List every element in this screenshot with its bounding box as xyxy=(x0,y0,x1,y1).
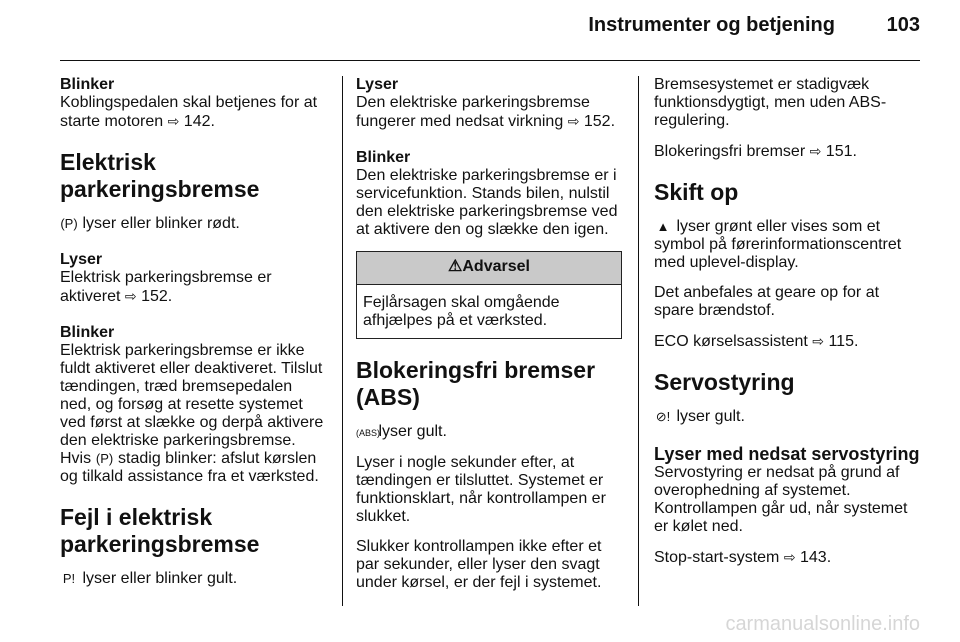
brake-fault-icon: P! xyxy=(62,571,76,586)
blinker-label: Blinker xyxy=(356,149,411,166)
lyser-text: Elektrisk parkeringsbremse er aktiveret ⇨ 152. xyxy=(60,269,272,305)
reduced-servo-text: Servostyring er nedsat på grund af overophedning af systemet. Kontrollampen går ud, når systemet er kølet ned. xyxy=(654,464,908,535)
heading-skift-op: Skift op xyxy=(654,179,739,205)
abs-icon: (ABS) xyxy=(356,428,381,438)
blinker-text: Koblingspedalen skal betjenes for at starte motoren ⇨ 142. xyxy=(60,94,318,130)
servo-intro: ⊘! lyser gult. xyxy=(655,408,745,425)
column-3 xyxy=(654,76,920,567)
arrow-ref-icon: ⇨ xyxy=(124,288,137,304)
reduced-servo-label: Lyser med nedsat servostyring xyxy=(654,444,920,464)
arrow-ref-icon: ⇨ xyxy=(167,113,180,129)
upshift-icon: ▲ xyxy=(656,219,670,234)
blinker2-label: Blinker xyxy=(60,324,115,341)
page-ref[interactable]: 143. xyxy=(800,549,832,566)
column-divider-1 xyxy=(342,76,343,606)
parking-brake-intro: (P) lyser eller blinker rødt. xyxy=(60,215,240,232)
arrow-ref-icon: ⇨ xyxy=(812,333,824,349)
abs-ref-text: Blokeringsfri bremser ⇨ 151. xyxy=(654,143,857,160)
lyser-text: Den elektriske parkeringsbremse fungerer med nedsat virkning ⇨ 152. xyxy=(356,94,616,130)
column-1 xyxy=(60,76,325,588)
heading-elektrisk-parkeringsbremse: Elektrisk parkeringsbremse xyxy=(60,149,260,202)
page-ref[interactable]: 152. xyxy=(141,288,173,305)
warning-icon: ⚠ xyxy=(448,258,463,275)
header-rule xyxy=(60,60,920,61)
page-ref[interactable]: 142. xyxy=(183,113,215,130)
header-title: Instrumenter og betjening xyxy=(588,14,835,36)
heading-abs: Blokeringsfri bremser (ABS) xyxy=(356,357,596,410)
warning-box xyxy=(356,251,622,339)
page-number: 103 xyxy=(886,14,920,36)
arrow-ref-icon: ⇨ xyxy=(783,549,796,565)
stop-start-ref-text: Stop-start-system ⇨ 143. xyxy=(654,549,832,566)
column-2 xyxy=(356,76,622,592)
warning-header: ⚠Advarsel xyxy=(357,252,621,285)
watermark: carmanualsonline.info xyxy=(725,613,920,635)
parking-brake-icon: (P) xyxy=(95,451,114,466)
heading-fejl-parkeringsbremse: Fejl i elektrisk parkeringsbremse xyxy=(60,504,260,557)
lyser-label: Lyser xyxy=(60,251,103,268)
blinker2-text: Elektrisk parkeringsbremse er ikke fuldt aktiveret eller deaktiveret. Tilslut tændingen, træd bremsepedalen ned, og forsøg at resette systemet ved først at slække og derpå aktivere den elektriske parkeringsbremse. xyxy=(60,342,324,449)
blinker-text: Den elektriske parkeringsbremse er i servicefunktion. Stands bilen, nulstil den elektriske parkeringsbremse ved at aktivere den og slække den igen. xyxy=(356,167,618,238)
warning-text: Fejlårsagen skal omgående afhjælpes på et værksted. xyxy=(363,294,560,329)
abs-text-2: Slukker kontrollampen ikke efter et par sekunder, eller lyser den svagt under kørsel, er der fejl i systemet. xyxy=(356,538,602,591)
lyser-label: Lyser xyxy=(356,76,399,93)
heading-servostyring: Servostyring xyxy=(654,369,795,395)
skift-text: ▲ lyser grønt eller vises som et symbol på førerinformationscentret med uplevel-display. xyxy=(654,218,902,271)
page-ref[interactable]: 151. xyxy=(825,143,857,160)
steering-icon: ⊘! xyxy=(655,409,671,424)
brake-system-text: Bremsesystemet er stadigvæk funktionsdygtigt, men uden ABS-regulering. xyxy=(654,76,887,129)
eco-ref-text: ECO kørselsassistent ⇨ 115. xyxy=(654,333,859,350)
column-divider-2 xyxy=(638,76,639,606)
parking-brake-icon: (P) xyxy=(60,216,78,231)
blinker-label: Blinker xyxy=(60,76,115,93)
abs-intro: (ABS) lyser gult. xyxy=(356,423,447,440)
page-ref[interactable]: 115. xyxy=(828,333,859,350)
arrow-ref-icon: ⇨ xyxy=(567,113,580,129)
arrow-ref-icon: ⇨ xyxy=(809,143,822,159)
page-ref[interactable]: 152. xyxy=(583,113,616,130)
abs-text-1: Lyser i nogle sekunder efter, at tændingen er tilsluttet. Systemet er funktionsklart, når kontrollampen er slukket. xyxy=(356,454,606,525)
blinker2-text2: Hvis (P) stadig blinker: afslut kørslen og tilkald assistance fra et værksted. xyxy=(60,450,319,485)
fault-text: P! lyser eller blinker gult. xyxy=(60,570,325,588)
skift-text-2: Det anbefales at geare op for at spare brændstof. xyxy=(654,284,880,319)
